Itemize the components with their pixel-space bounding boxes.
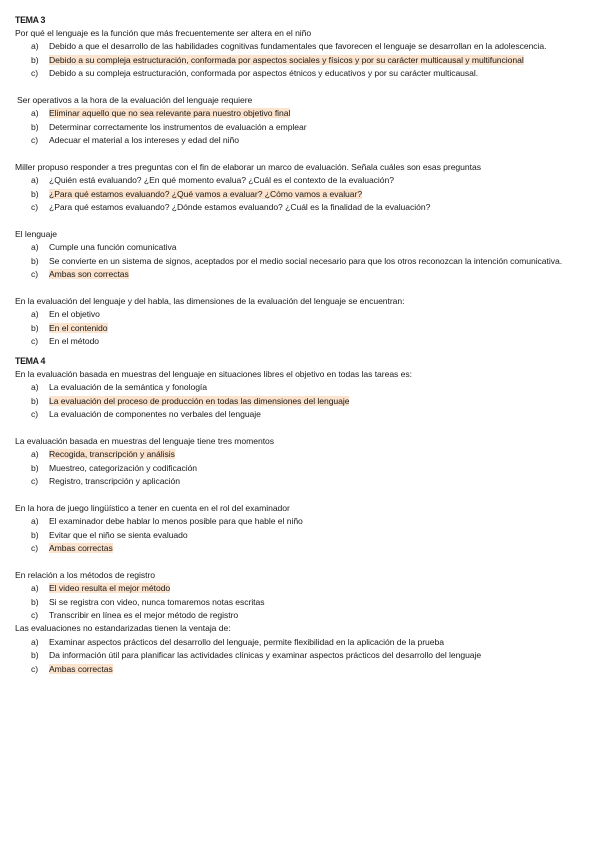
option-b: b) Da información útil para planificar las actividades clínicas y examinar aspectos prácticos del desarrollo del lenguaje [31, 650, 482, 661]
option-text: Determinar correctamente los instrumentos de evaluación a emplear [49, 121, 307, 132]
option-text: En el objetivo [49, 309, 100, 320]
option-c: c) Debido a su compleja estructuración, conformada por aspectos étnicos y educativos y por su carácter multicausal. [31, 68, 479, 79]
question-text: En relación a los métodos de registro [15, 569, 156, 580]
question-text: Ser operativos a la hora de la evaluación del lenguaje requiere [17, 95, 253, 106]
option-text: Si se registra con video, nunca tomaremos notas escritas [49, 596, 265, 607]
option-text: La evaluación de la semántica y fonología [49, 382, 207, 393]
question-block [15, 502, 587, 556]
options-list [15, 582, 587, 622]
option-a: a) ¿Quién está evaluando? ¿En qué momento evalua? ¿Cuál es el contexto de la evaluación? [31, 175, 394, 186]
option-text-highlighted: Ambas son correctas [49, 269, 129, 280]
question-text: Por qué el lenguaje es la función que más frecuentemente ser altera en el niño [15, 28, 312, 38]
options-list [15, 174, 587, 214]
option-text: En el método [49, 336, 100, 347]
options-list [15, 107, 587, 147]
options-list [15, 241, 587, 281]
option-text: Cumple una función comunicativa [49, 242, 177, 253]
option-a: a) Examinar aspectos prácticos del desarrollo del lenguaje, permite flexibilidad en la aplicación de la prueba [31, 636, 444, 647]
option-c: c) Ambas correctas [31, 542, 113, 553]
options-list [15, 515, 587, 555]
question-text: La evaluación basada en muestras del lenguaje tiene tres momentos [15, 435, 275, 446]
option-text-highlighted: Ambas correctas [49, 542, 113, 553]
option-a: a) La evaluación de la semántica y fonología [31, 382, 207, 393]
option-c: c) Transcribir en línea es el mejor método de registro [31, 609, 239, 620]
question-block [15, 435, 587, 489]
option-text: Muestreo, categorización y codificación [49, 462, 198, 473]
option-text: Se convierte en un sistema de signos, aceptados por el medio social necesario para que los otros reconozcan la intención comunicativa. [49, 255, 563, 266]
option-text: Adecuar el material a los intereses y edad del niño [49, 135, 239, 146]
option-c: c) Registro, transcripción y aplicación [31, 475, 180, 486]
section-heading-tema4: TEMA 4 [15, 355, 46, 366]
options-list [15, 308, 587, 348]
question-text: Las evaluaciones no estandarizadas tienen la ventaja de: [15, 623, 231, 634]
option-text-highlighted: ¿Para qué estamos evaluando? ¿Qué vamos a evaluar? ¿Cómo vamos a evaluar? [49, 188, 363, 199]
option-b: b) Muestreo, categorización y codificación [31, 462, 198, 473]
option-text: Registro, transcripción y aplicación [49, 475, 180, 486]
question-block [15, 569, 587, 623]
option-b: b) La evaluación del proceso de producción en todas las dimensiones del lenguaje [31, 395, 350, 406]
question-text: En la evaluación del lenguaje y del habla, las dimensiones de la evaluación del lenguaje se encuentran: [15, 296, 405, 307]
option-a: a) En el objetivo [31, 309, 100, 320]
question-block [15, 27, 587, 81]
question-block [15, 161, 587, 215]
option-b: b) En el contenido [31, 322, 108, 333]
option-text: Examinar aspectos prácticos del desarrollo del lenguaje, permite flexibilidad en la aplicación de la prueba [49, 636, 444, 647]
option-text-highlighted: Debido a su compleja estructuración, conformada por aspectos sociales y físicos y por su carácter multicausal y multifuncional [49, 54, 524, 65]
section-heading-tema3: TEMA 3 [15, 15, 46, 25]
question-text: Miller propuso responder a tres preguntas con el fin de elaborar un marco de evaluación. Señala cuáles son esas preguntas [15, 162, 481, 173]
option-c: c) La evaluación de componentes no verbales del lenguaje [31, 408, 261, 419]
options-list [15, 636, 587, 676]
option-text-highlighted: El video resulta el mejor método [49, 583, 171, 594]
option-a: a) El examinador debe hablar lo menos posible para que hable el niño [31, 516, 303, 527]
option-text-highlighted: Eliminar aquello que no sea relevante para nuestro objetivo final [49, 108, 291, 119]
option-text: El examinador debe hablar lo menos posible para que hable el niño [49, 516, 303, 527]
option-text-highlighted: En el contenido [49, 322, 108, 333]
document-page [15, 14, 587, 676]
option-text-highlighted: La evaluación del proceso de producción en todas las dimensiones del lenguaje [49, 395, 350, 406]
option-a: a) Recogida, transcripción y análisis [31, 449, 175, 460]
option-b: b) Si se registra con video, nunca tomaremos notas escritas [31, 596, 265, 607]
option-text-highlighted: Recogida, transcripción y análisis [49, 449, 175, 460]
option-c: c) ¿Para qué estamos evaluando? ¿Dónde estamos evaluando? ¿Cuál es la finalidad de la evaluación? [31, 202, 431, 213]
option-a: a) Debido a que el desarrollo de las habilidades cognitivas fundamentales que favorecen el lenguaje se desarrollan en la adolescencia. [31, 41, 547, 52]
option-c: c) Adecuar el material a los intereses y edad del niño [31, 135, 239, 146]
question-text: En la evaluación basada en muestras del lenguaje en situaciones libres el objetivo en todas las tareas es: [15, 368, 412, 379]
question-block [15, 368, 587, 422]
option-b: b) Evitar que el niño se sienta evaluado [31, 529, 188, 540]
option-text: Evitar que el niño se sienta evaluado [49, 529, 188, 540]
options-list [15, 381, 587, 421]
option-text: La evaluación de componentes no verbales del lenguaje [49, 408, 261, 419]
option-text: ¿Quién está evaluando? ¿En qué momento evalua? ¿Cuál es el contexto de la evaluación? [49, 175, 394, 186]
option-c: c) Ambas son correctas [31, 269, 129, 280]
option-b: b) Se convierte en un sistema de signos, aceptados por el medio social necesario para que los otros reconozcan la intención comunicativa. [31, 255, 563, 266]
option-a: a) Eliminar aquello que no sea relevante para nuestro objetivo final [31, 108, 291, 119]
option-c: c) En el método [31, 336, 100, 347]
question-text: En la hora de juego lingüístico a tener en cuenta en el rol del examinador [15, 502, 290, 513]
option-text: Debido a que el desarrollo de las habilidades cognitivas fundamentales que favorecen el lenguaje se desarrollan en la adolescencia. [49, 41, 547, 52]
option-b: b) Debido a su compleja estructuración, conformada por aspectos sociales y físicos y por su carácter multicausal y multifuncional [31, 54, 524, 65]
question-block [15, 228, 587, 282]
options-list [15, 40, 587, 80]
option-c: c) Ambas correctas [31, 663, 113, 674]
option-text: ¿Para qué estamos evaluando? ¿Dónde estamos evaluando? ¿Cuál es la finalidad de la evaluación? [49, 202, 431, 213]
option-text: Da información útil para planificar las actividades clínicas y examinar aspectos prácticos del desarrollo del lenguaje [49, 650, 482, 661]
question-block [15, 622, 587, 676]
question-block [15, 295, 587, 349]
option-a: a) Cumple una función comunicativa [31, 242, 177, 253]
options-list [15, 448, 587, 488]
option-b: b) ¿Para qué estamos evaluando? ¿Qué vamos a evaluar? ¿Cómo vamos a evaluar? [31, 188, 363, 199]
option-text: Debido a su compleja estructuración, conformada por aspectos étnicos y educativos y por su carácter multicausal. [49, 68, 479, 79]
option-b: b) Determinar correctamente los instrumentos de evaluación a emplear [31, 121, 307, 132]
option-text: Transcribir en línea es el mejor método de registro [49, 609, 239, 620]
option-a: a) El video resulta el mejor método [31, 583, 171, 594]
question-text: El lenguaje [15, 229, 57, 240]
question-block [15, 94, 587, 148]
option-text-highlighted: Ambas correctas [49, 663, 113, 674]
